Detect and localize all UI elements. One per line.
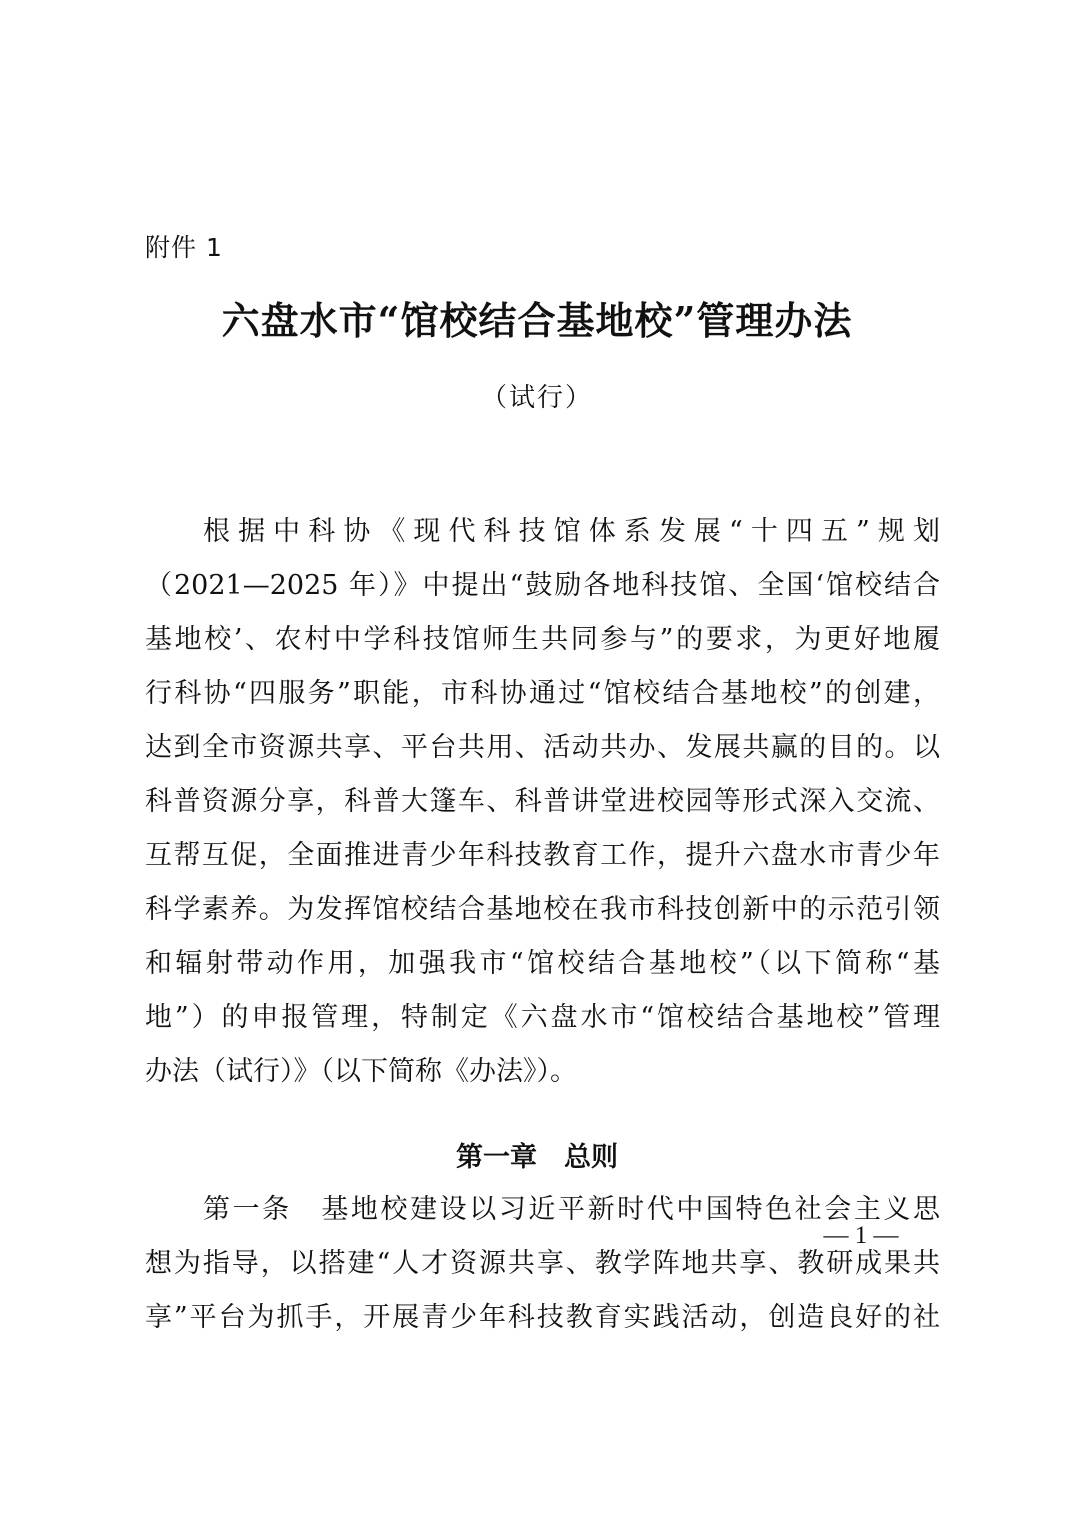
- paragraph-line: 和辐射带动作用，加强我市“馆校结合基地校”（以下简称“基: [145, 948, 940, 979]
- paragraph-line: 基地校’、农村中学科技馆师生共同参与”的要求，为更好地履: [145, 624, 940, 655]
- paragraph-line: 享”平台为抓手，开展青少年科技教育实践活动，创造良好的社: [145, 1302, 940, 1333]
- document-title: 六盘水市“馆校结合基地校”管理办法: [221, 298, 853, 343]
- paragraph-line: （2021—2025 年）》中提出“鼓励各地科技馆、全国‘馆校结合: [145, 570, 940, 601]
- paragraph-line: 地”）的申报管理，特制定《六盘水市“馆校结合基地校”管理: [145, 1002, 940, 1033]
- paragraph-line: 科普资源分享，科普大篷车、科普讲堂进校园等形式深入交流、: [145, 786, 940, 817]
- paragraph-line: 第一条 基地校建设以习近平新时代中国特色社会主义思: [203, 1194, 940, 1225]
- paragraph-line: 行科协“四服务”职能，市科协通过“馆校结合基地校”的创建，: [145, 678, 940, 709]
- intro-paragraph: [145, 505, 940, 1099]
- article-paragraph: [145, 1183, 940, 1345]
- paragraph-line: 想为指导，以搭建“人才资源共享、教学阵地共享、教研成果共: [145, 1248, 940, 1279]
- paragraph-line: 科学素养。为发挥馆校结合基地校在我市科技创新中的示范引领: [145, 894, 940, 925]
- chapter-heading: 第一章 总则: [456, 1142, 618, 1173]
- page-number: — 1 —: [823, 1222, 899, 1249]
- paragraph-line: 互帮互促，全面推进青少年科技教育工作，提升六盘水市青少年: [145, 840, 940, 871]
- document-subtitle: （试行）: [480, 383, 593, 413]
- attachment-label: 附件 1: [145, 233, 223, 262]
- paragraph-line: 根据中科协《现代科技馆体系发展“十四五”规划: [203, 516, 940, 547]
- paragraph-line: 办法（试行）》（以下简称《办法》）。: [145, 1056, 577, 1087]
- paragraph-line: 达到全市资源共享、平台共用、活动共办、发展共赢的目的。以: [145, 732, 940, 763]
